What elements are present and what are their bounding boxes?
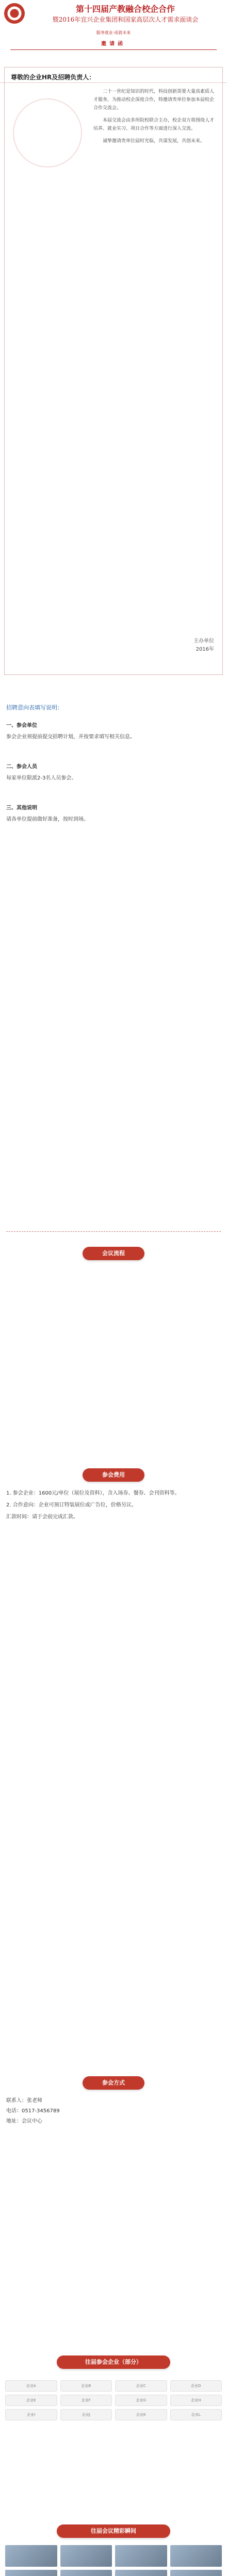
fee-text: 2. 合作意向：企业可预订特装展位或广告位，价格另议。 xyxy=(6,1502,137,1508)
partner-logo: 企业E xyxy=(5,2395,57,2406)
section-text: 请各单位提前做好准备，按时到场。 xyxy=(6,817,89,822)
photo xyxy=(170,2545,222,2567)
section-text: 每家单位限派2-3名人员参会。 xyxy=(6,775,77,781)
letter-greeting: 尊敬的企业HR及招聘负责人： xyxy=(11,74,95,81)
page-title: 第十四届产教融合校企合作 xyxy=(75,4,175,14)
contact-text: 联系人：张老师 xyxy=(6,2098,42,2104)
photos-title: 往届会议精彩瞬间 xyxy=(57,2524,170,2538)
letter-paragraph: 诚挚邀请贵单位届时光临，共谋发展，共创未来。 xyxy=(103,139,205,144)
pill-button-method[interactable]: 参会方式 xyxy=(83,2076,144,2090)
photo xyxy=(60,2545,112,2567)
partner-logo: 企业G xyxy=(115,2395,167,2406)
partner-logo: 企业H xyxy=(170,2395,222,2406)
section-title: 三、其他说明 xyxy=(6,805,37,811)
fee-text: 汇款时间：请于会前完成汇款。 xyxy=(6,1514,78,1520)
letter-signature-line: 2016年 xyxy=(196,647,214,652)
partner-logo: 企业K xyxy=(115,2409,167,2420)
contact-text: 地址：会议中心 xyxy=(6,2119,42,2124)
section-c xyxy=(6,804,221,827)
photo xyxy=(115,2545,167,2567)
letter-body xyxy=(93,88,216,145)
photo-grid xyxy=(5,2545,222,2576)
photo xyxy=(5,2545,57,2567)
partner-logo: 企业F xyxy=(60,2395,112,2406)
section-title: 一、参会单位 xyxy=(6,723,37,728)
pill-button-process[interactable]: 会议流程 xyxy=(83,1247,144,1260)
partner-logo: 企业D xyxy=(170,2380,222,2392)
letter-signature xyxy=(193,637,214,654)
letter-seal-decoration xyxy=(13,98,82,167)
section-b xyxy=(6,762,221,786)
letter-paragraph: 二十一世纪是知识的时代，科技创新需要大量高素质人才服务，为推动校企深度合作，特邀请贵单位参加本届校企合作交流会。 xyxy=(93,89,215,111)
logo xyxy=(4,3,25,24)
photo xyxy=(5,2570,57,2576)
fee-section xyxy=(6,1489,221,1524)
partners-logos xyxy=(5,2380,222,2420)
contact-text: 电话：0517-3456789 xyxy=(6,2108,60,2114)
photo xyxy=(170,2570,222,2576)
partner-logo: 企业C xyxy=(115,2380,167,2392)
partner-logo: 企业A xyxy=(5,2380,57,2392)
fee-text: 1. 参会企业：1600元/单位（展位及资料），含入场券、餐券、会刊资料等。 xyxy=(6,1490,180,1496)
letter-signature-line: 主办单位 xyxy=(193,638,214,644)
letter-paragraph: 本届交流会由多所院校联合主办，校企双方将围绕人才培养、就业实习、项目合作等方面进行深入交流。 xyxy=(93,118,215,131)
partner-logo: 企业I xyxy=(5,2409,57,2420)
page-subtitle: 暨2016年宜兴企业集团和国家高层次人才需求面谈会 xyxy=(52,16,199,23)
contact-section xyxy=(6,2097,221,2128)
header-rule xyxy=(10,49,217,50)
section-a xyxy=(6,721,221,745)
intro-link[interactable]: 招聘意向表填写说明： xyxy=(6,704,63,711)
photo xyxy=(115,2570,167,2576)
photo xyxy=(60,2570,112,2576)
invitation-letter xyxy=(4,67,223,675)
partner-logo: 企业J xyxy=(60,2409,112,2420)
invite-label: 邀请函 xyxy=(101,41,126,47)
divider xyxy=(6,1231,221,1232)
section-title: 二、参会人员 xyxy=(6,764,37,770)
partners-title: 往届参会企业（部分） xyxy=(57,2355,170,2369)
section-text: 参会企业须提前提交招聘计划，并按要求填写相关信息。 xyxy=(6,734,135,740)
slogan: 服务就业·成就未来 xyxy=(96,30,131,35)
partner-logo: 企业L xyxy=(170,2409,222,2420)
pill-button-fee[interactable]: 参会费用 xyxy=(83,1468,144,1482)
partner-logo: 企业B xyxy=(60,2380,112,2392)
